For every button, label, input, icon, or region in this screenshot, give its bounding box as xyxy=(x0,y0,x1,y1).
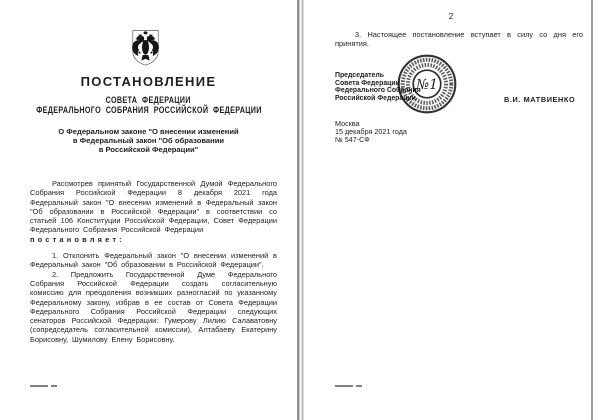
signature-name: В.И. МАТВИЕНКО xyxy=(504,95,576,104)
date-label: 15 декабря 2021 года xyxy=(335,126,407,136)
russia-coat-of-arms-icon xyxy=(127,29,164,67)
page2-body xyxy=(335,30,583,49)
print-code-mark xyxy=(335,385,362,387)
place-date-number-block xyxy=(335,120,407,144)
item-1-paragraph: 1. Отклонить Федеральный закон "О внесении изменений в Федеральный закон "Об образовании в Российской Федерации". xyxy=(30,251,277,270)
signature-title-line: Совета Федерации xyxy=(335,79,400,87)
subject-line: О Федеральном законе "О внесении изменений xyxy=(58,127,239,136)
document-type-title: ПОСТАНОВЛЕНИЕ xyxy=(80,74,217,89)
page-divider-line xyxy=(297,0,305,420)
signature-title-line: Российской Федерации xyxy=(335,95,416,103)
document-number: № 547-СФ xyxy=(335,134,370,144)
print-code-mark xyxy=(30,385,57,387)
official-seal-icon xyxy=(395,52,459,116)
page-1 xyxy=(0,0,297,420)
city-label: Москва xyxy=(335,119,360,128)
resolves-word: постановляет: xyxy=(30,234,125,244)
document-subject xyxy=(0,127,297,155)
page-2 xyxy=(305,0,600,420)
intro-paragraph: Рассмотрев принятый Государственной Думой Федерального Собрания Российской Федерации 8 декабря 2021 года Федеральный закон "О внесении изменений в Федеральный закон "Об образовании в Российской Федерации" в соответствии со статьей 106 Конституции Российской Федерации, Совет Федерации Федерального Собрания Российской Федерации xyxy=(30,179,277,235)
org-name-line2: ФЕДЕРАЛЬНОГО СОБРАНИЯ РОССИЙСКОЙ ФЕДЕРАЦИИ xyxy=(35,104,262,115)
item-3-paragraph: 3. Настоящее постановление вступает в силу со дня его принятия. xyxy=(335,30,583,49)
signature-title-line: Федерального Собрания xyxy=(335,87,421,95)
seal-number-text: №1 xyxy=(415,77,439,93)
subject-line: в Российской Федерации" xyxy=(98,145,199,155)
signature-title-line: Председатель xyxy=(335,72,384,79)
subject-line: в Федеральный закон "Об образовании xyxy=(72,136,225,146)
item-2-paragraph: 2. Предложить Государственной Думе Федерального Собрания Российской Федерации создать согласительную комиссию для преодоления возникших разногласий по указанному Федеральному закону, избрав в ее состав от Совета Федерации Федерального Собрания Российской Федерации следующих сенаторов Российской Федерации: Гумерову Лилию Салаватовну (сопредседатель согласительной комиссии), Алтабаеву Екатерину Борисовну, Шумилову Елену Борисовну. xyxy=(30,269,277,344)
page-number: 2 xyxy=(448,12,454,21)
org-name-line1: СОВЕТА ФЕДЕРАЦИИ xyxy=(105,95,192,105)
page1-body xyxy=(30,179,277,344)
page-edge-line xyxy=(591,0,593,420)
